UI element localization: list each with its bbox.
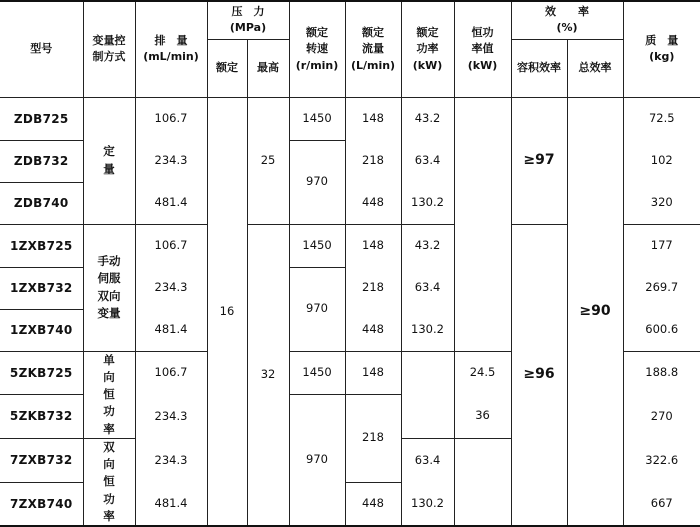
cell-model: 1ZXB725 — [0, 224, 83, 267]
cell-displacement: 481.4 — [135, 309, 207, 351]
cell-mass: 102 — [623, 140, 700, 182]
control-fixed: 定 量 — [83, 97, 135, 224]
cell-displacement: 234.3 — [135, 267, 207, 309]
vol-eff-fixed: ≥97 — [511, 97, 567, 224]
speed-970: 970 — [289, 267, 345, 351]
cell-mass: 667 — [623, 482, 700, 526]
header-control: 变量控 制方式 — [83, 1, 135, 97]
cell-speed: 1450 — [289, 97, 345, 140]
header-total-eff: 总效率 — [567, 39, 623, 97]
cell-flow: 148 — [345, 97, 401, 140]
power-empty — [401, 351, 454, 438]
cell-displacement: 481.4 — [135, 182, 207, 224]
header-pressure: 压 力 (MPa) — [207, 1, 289, 39]
header-power: 额定 功率 (kW) — [401, 1, 454, 97]
cell-model: 5ZKB725 — [0, 351, 83, 394]
header-vol-eff: 容积效率 — [511, 39, 567, 97]
cell-displacement: 234.3 — [135, 394, 207, 438]
table-row — [0, 97, 700, 140]
cell-power: 130.2 — [401, 309, 454, 351]
header-model: 型号 — [0, 1, 83, 97]
cell-speed: 1450 — [289, 351, 345, 394]
cell-flow: 448 — [345, 309, 401, 351]
cell-model: ZDB732 — [0, 140, 83, 182]
cell-power: 63.4 — [401, 140, 454, 182]
cell-model: 5ZKB732 — [0, 394, 83, 438]
speed-970: 970 — [289, 394, 345, 526]
cell-mass: 72.5 — [623, 97, 700, 140]
max-pressure-var: 32 — [247, 224, 289, 526]
cell-model: ZDB740 — [0, 182, 83, 224]
cell-mass: 600.6 — [623, 309, 700, 351]
header-pressure-max: 最高 — [247, 39, 289, 97]
const-power-empty — [454, 97, 511, 351]
cell-model: 7ZXB732 — [0, 438, 83, 482]
cell-power: 43.2 — [401, 97, 454, 140]
header-flow: 额定 流量 (L/min) — [345, 1, 401, 97]
control-single-const-power: 单 向 恒 功 率 — [83, 351, 135, 438]
cell-mass: 320 — [623, 182, 700, 224]
cell-flow: 448 — [345, 182, 401, 224]
const-power-empty — [454, 438, 511, 526]
max-pressure-fixed: 25 — [247, 97, 289, 224]
control-double-const-power: 双 向 恒 功 率 — [83, 438, 135, 526]
cell-mass: 188.8 — [623, 351, 700, 394]
rated-pressure: 16 — [207, 97, 247, 526]
cell-model: 7ZXB740 — [0, 482, 83, 526]
cell-const-power: 24.5 — [454, 351, 511, 394]
cell-mass: 177 — [623, 224, 700, 267]
cell-flow: 148 — [345, 351, 401, 394]
cell-displacement: 106.7 — [135, 351, 207, 394]
cell-displacement: 234.3 — [135, 140, 207, 182]
cell-flow: 448 — [345, 482, 401, 526]
cell-flow: 148 — [345, 224, 401, 267]
control-servo: 手动 伺服 双向 变量 — [83, 224, 135, 351]
cell-power: 63.4 — [401, 267, 454, 309]
cell-model: 1ZXB740 — [0, 309, 83, 351]
header-mass: 质 量 (kg) — [623, 1, 700, 97]
cell-power: 63.4 — [401, 438, 454, 482]
cell-flow: 218 — [345, 267, 401, 309]
cell-mass: 269.7 — [623, 267, 700, 309]
cell-model: ZDB725 — [0, 97, 83, 140]
cell-displacement: 106.7 — [135, 224, 207, 267]
cell-displacement: 481.4 — [135, 482, 207, 526]
cell-flow: 218 — [345, 140, 401, 182]
cell-displacement: 234.3 — [135, 438, 207, 482]
speed-970: 970 — [289, 140, 345, 224]
cell-speed: 1450 — [289, 224, 345, 267]
cell-mass: 270 — [623, 394, 700, 438]
header-const-power: 恒功 率值 (kW) — [454, 1, 511, 97]
cell-power: 43.2 — [401, 224, 454, 267]
cell-displacement: 106.7 — [135, 97, 207, 140]
cell-model: 1ZXB732 — [0, 267, 83, 309]
cell-power: 130.2 — [401, 182, 454, 224]
header-efficiency: 效 率 (%) — [511, 1, 623, 39]
flow-218: 218 — [345, 394, 401, 482]
cell-power: 130.2 — [401, 482, 454, 526]
cell-const-power: 36 — [454, 394, 511, 438]
vol-eff-var: ≥96 — [511, 224, 567, 526]
header-speed: 额定 转速 (r/min) — [289, 1, 345, 97]
header-displacement: 排 量 (mL/min) — [135, 1, 207, 97]
total-eff: ≥90 — [567, 97, 623, 526]
header-pressure-rated: 额定 — [207, 39, 247, 97]
cell-mass: 322.6 — [623, 438, 700, 482]
